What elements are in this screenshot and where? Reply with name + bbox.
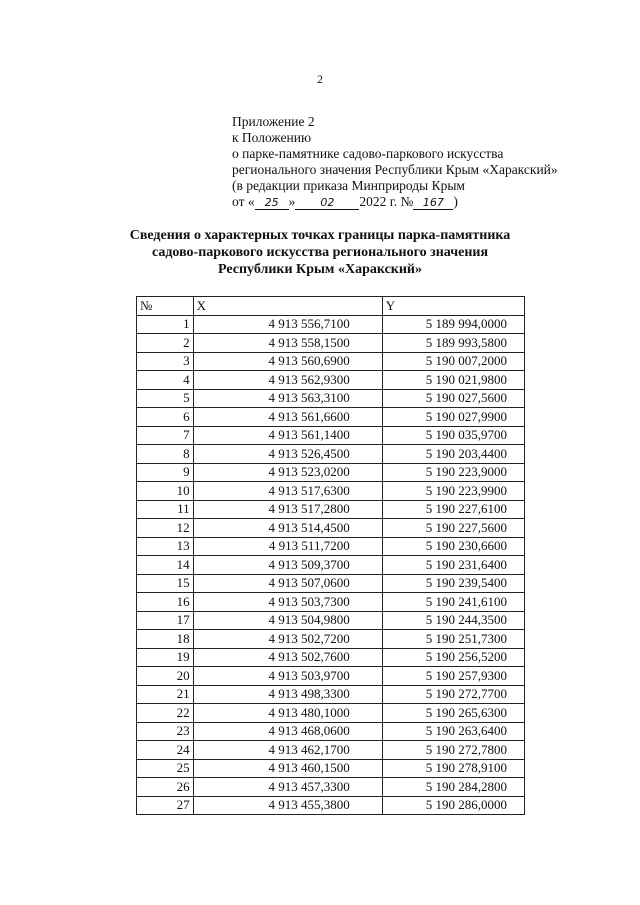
point-number-cell: 24 bbox=[137, 741, 194, 760]
table-row bbox=[137, 371, 525, 390]
x-coordinate-cell: 4 913 504,9800 bbox=[193, 611, 382, 630]
y-coordinate-cell: 5 190 257,9300 bbox=[382, 667, 524, 686]
x-coordinate-cell: 4 913 503,9700 bbox=[193, 667, 382, 686]
appendix-date-line bbox=[232, 194, 632, 210]
point-number-cell: 11 bbox=[137, 500, 194, 519]
x-coordinate-cell: 4 913 480,1000 bbox=[193, 704, 382, 723]
y-coordinate-cell: 5 190 241,6100 bbox=[382, 593, 524, 612]
table-row bbox=[137, 500, 525, 519]
heading-line-1: Сведения о характерных точках границы парка-памятника bbox=[129, 228, 511, 243]
x-coordinate-cell: 4 913 563,3100 bbox=[193, 389, 382, 408]
point-number-cell: 15 bbox=[137, 574, 194, 593]
table-row bbox=[137, 648, 525, 667]
point-number-cell: 17 bbox=[137, 611, 194, 630]
table-header-row bbox=[137, 297, 525, 316]
y-coordinate-cell: 5 190 239,5400 bbox=[382, 574, 524, 593]
appendix-subject-cont: регионального значения Республики Крым «Харакский» bbox=[232, 162, 558, 177]
x-coordinate-cell: 4 913 526,4500 bbox=[193, 445, 382, 464]
point-number-cell: 20 bbox=[137, 667, 194, 686]
x-coordinate-cell: 4 913 517,2800 bbox=[193, 500, 382, 519]
table-row bbox=[137, 315, 525, 334]
table-row bbox=[137, 630, 525, 649]
handwritten-order-number: 167 bbox=[413, 197, 453, 210]
appendix-ref: к Положению bbox=[232, 130, 312, 145]
point-number-cell: 13 bbox=[137, 537, 194, 556]
x-coordinate-cell: 4 913 523,0200 bbox=[193, 463, 382, 482]
table-row bbox=[137, 685, 525, 704]
x-coordinate-cell: 4 913 502,7200 bbox=[193, 630, 382, 649]
appendix-note bbox=[232, 114, 632, 210]
x-coordinate-cell: 4 913 561,6600 bbox=[193, 408, 382, 427]
y-coordinate-cell: 5 190 231,6400 bbox=[382, 556, 524, 575]
x-coordinate-cell: 4 913 498,3300 bbox=[193, 685, 382, 704]
x-coordinate-cell: 4 913 560,6900 bbox=[193, 352, 382, 371]
point-number-cell: 4 bbox=[137, 371, 194, 390]
point-number-cell: 26 bbox=[137, 778, 194, 797]
x-coordinate-cell: 4 913 509,3700 bbox=[193, 556, 382, 575]
table-row bbox=[137, 704, 525, 723]
y-coordinate-cell: 5 190 244,3500 bbox=[382, 611, 524, 630]
y-coordinate-cell: 5 190 223,9000 bbox=[382, 463, 524, 482]
coordinates-table bbox=[136, 296, 525, 815]
y-coordinate-cell: 5 190 272,7700 bbox=[382, 685, 524, 704]
point-number-cell: 25 bbox=[137, 759, 194, 778]
table-row bbox=[137, 537, 525, 556]
y-coordinate-cell: 5 190 027,5600 bbox=[382, 389, 524, 408]
point-number-cell: 19 bbox=[137, 648, 194, 667]
table-row bbox=[137, 426, 525, 445]
y-coordinate-cell: 5 190 278,9100 bbox=[382, 759, 524, 778]
table-body bbox=[137, 315, 525, 815]
point-number-cell: 14 bbox=[137, 556, 194, 575]
table-row bbox=[137, 389, 525, 408]
point-number-cell: 16 bbox=[137, 593, 194, 612]
point-number-cell: 6 bbox=[137, 408, 194, 427]
table-row bbox=[137, 722, 525, 741]
table-row bbox=[137, 667, 525, 686]
table-row bbox=[137, 778, 525, 797]
y-coordinate-cell: 5 190 021,9800 bbox=[382, 371, 524, 390]
point-number-cell: 27 bbox=[137, 796, 194, 815]
table-row bbox=[137, 556, 525, 575]
x-coordinate-cell: 4 913 517,6300 bbox=[193, 482, 382, 501]
y-coordinate-cell: 5 190 007,2000 bbox=[382, 352, 524, 371]
point-number-cell: 12 bbox=[137, 519, 194, 538]
x-coordinate-cell: 4 913 562,9300 bbox=[193, 371, 382, 390]
point-number-cell: 5 bbox=[137, 389, 194, 408]
point-number-cell: 7 bbox=[137, 426, 194, 445]
appendix-title: Приложение 2 bbox=[232, 114, 315, 129]
y-coordinate-cell: 5 190 223,9900 bbox=[382, 482, 524, 501]
x-coordinate-cell: 4 913 514,4500 bbox=[193, 519, 382, 538]
point-number-cell: 2 bbox=[137, 334, 194, 353]
x-coordinate-cell: 4 913 462,1700 bbox=[193, 741, 382, 760]
y-coordinate-cell: 5 190 265,6300 bbox=[382, 704, 524, 723]
table-row bbox=[137, 611, 525, 630]
point-number-cell: 10 bbox=[137, 482, 194, 501]
date-prefix: от « bbox=[232, 194, 255, 209]
table-row bbox=[137, 741, 525, 760]
x-coordinate-cell: 4 913 507,0600 bbox=[193, 574, 382, 593]
table-row bbox=[137, 334, 525, 353]
table-row bbox=[137, 759, 525, 778]
x-coordinate-cell: 4 913 503,7300 bbox=[193, 593, 382, 612]
table-row bbox=[137, 574, 525, 593]
y-coordinate-cell: 5 190 284,2800 bbox=[382, 778, 524, 797]
y-coordinate-cell: 5 190 263,6400 bbox=[382, 722, 524, 741]
y-coordinate-cell: 5 190 272,7800 bbox=[382, 741, 524, 760]
header-x: X bbox=[193, 297, 382, 316]
y-coordinate-cell: 5 190 227,6100 bbox=[382, 500, 524, 519]
handwritten-day: 25 bbox=[255, 197, 289, 210]
x-coordinate-cell: 4 913 468,0600 bbox=[193, 722, 382, 741]
table-row bbox=[137, 445, 525, 464]
table-row bbox=[137, 482, 525, 501]
table-row bbox=[137, 519, 525, 538]
y-coordinate-cell: 5 190 286,0000 bbox=[382, 796, 524, 815]
y-coordinate-cell: 5 190 230,6600 bbox=[382, 537, 524, 556]
x-coordinate-cell: 4 913 556,7100 bbox=[193, 315, 382, 334]
appendix-edition: (в редакции приказа Минприроды Крым bbox=[232, 178, 465, 193]
point-number-cell: 23 bbox=[137, 722, 194, 741]
year-text: 2022 г. № bbox=[359, 194, 414, 209]
y-coordinate-cell: 5 189 994,0000 bbox=[382, 315, 524, 334]
paren-close: ) bbox=[453, 194, 458, 209]
document-heading bbox=[120, 227, 520, 278]
table-row bbox=[137, 593, 525, 612]
point-number-cell: 22 bbox=[137, 704, 194, 723]
handwritten-month: 02 bbox=[295, 197, 359, 210]
y-coordinate-cell: 5 189 993,5800 bbox=[382, 334, 524, 353]
heading-line-2: садово-паркового искусства регионального значения bbox=[151, 245, 489, 260]
table-row bbox=[137, 352, 525, 371]
point-number-cell: 8 bbox=[137, 445, 194, 464]
y-coordinate-cell: 5 190 227,5600 bbox=[382, 519, 524, 538]
point-number-cell: 1 bbox=[137, 315, 194, 334]
table-row bbox=[137, 796, 525, 815]
y-coordinate-cell: 5 190 256,5200 bbox=[382, 648, 524, 667]
appendix-subject: о парке-памятнике садово-паркового искусства bbox=[232, 146, 504, 161]
y-coordinate-cell: 5 190 027,9900 bbox=[382, 408, 524, 427]
quote-close: » bbox=[288, 194, 296, 209]
point-number-cell: 3 bbox=[137, 352, 194, 371]
x-coordinate-cell: 4 913 457,3300 bbox=[193, 778, 382, 797]
point-number-cell: 21 bbox=[137, 685, 194, 704]
y-coordinate-cell: 5 190 203,4400 bbox=[382, 445, 524, 464]
header-number: № bbox=[137, 297, 194, 316]
y-coordinate-cell: 5 190 251,7300 bbox=[382, 630, 524, 649]
y-coordinate-cell: 5 190 035,9700 bbox=[382, 426, 524, 445]
page-number: 2 bbox=[317, 72, 323, 86]
x-coordinate-cell: 4 913 455,3800 bbox=[193, 796, 382, 815]
x-coordinate-cell: 4 913 511,7200 bbox=[193, 537, 382, 556]
point-number-cell: 9 bbox=[137, 463, 194, 482]
heading-line-3: Республики Крым «Харакский» bbox=[218, 262, 422, 277]
x-coordinate-cell: 4 913 561,1400 bbox=[193, 426, 382, 445]
header-y: Y bbox=[382, 297, 524, 316]
point-number-cell: 18 bbox=[137, 630, 194, 649]
table-row bbox=[137, 463, 525, 482]
x-coordinate-cell: 4 913 460,1500 bbox=[193, 759, 382, 778]
x-coordinate-cell: 4 913 558,1500 bbox=[193, 334, 382, 353]
table-row bbox=[137, 408, 525, 427]
x-coordinate-cell: 4 913 502,7600 bbox=[193, 648, 382, 667]
